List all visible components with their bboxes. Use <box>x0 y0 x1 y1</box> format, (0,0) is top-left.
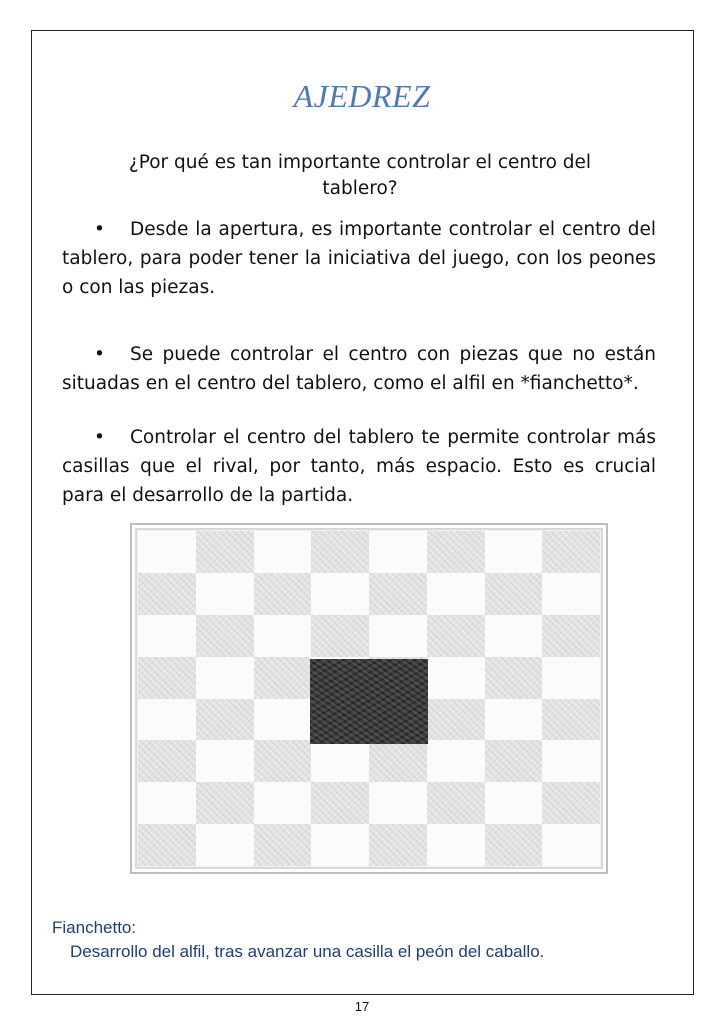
board-square <box>427 699 485 741</box>
board-square <box>138 531 196 573</box>
board-square <box>311 740 369 782</box>
board-square <box>311 782 369 824</box>
board-square <box>542 699 600 741</box>
board-square <box>485 782 543 824</box>
board-square <box>138 573 196 615</box>
board-square <box>254 657 312 699</box>
board-square <box>485 657 543 699</box>
paragraph-text: Controlar el centro del tablero te permite controlar más casillas que el rival, por tanto, más espacio. Esto es crucial para el desarrollo de la partida. <box>62 427 656 506</box>
board-square <box>254 782 312 824</box>
board-square <box>427 531 485 573</box>
board-square <box>369 615 427 657</box>
board-square <box>427 740 485 782</box>
board-square <box>311 531 369 573</box>
board-square <box>485 531 543 573</box>
board-square <box>485 699 543 741</box>
board-square <box>485 615 543 657</box>
board-square <box>542 657 600 699</box>
board-square <box>542 740 600 782</box>
board-square <box>196 615 254 657</box>
board-square <box>369 824 427 866</box>
board-square <box>542 824 600 866</box>
board-square <box>542 573 600 615</box>
board-square <box>138 699 196 741</box>
page-title: AJEDREZ <box>293 78 431 114</box>
board-square <box>311 573 369 615</box>
board-square <box>254 740 312 782</box>
bullet-paragraph-3 <box>62 423 656 510</box>
board-square <box>427 782 485 824</box>
board-square <box>196 699 254 741</box>
board-square <box>542 782 600 824</box>
note-label: Fianchetto: <box>52 918 137 937</box>
board-square <box>427 824 485 866</box>
bullet-icon: • <box>94 344 105 365</box>
board-square <box>196 824 254 866</box>
board-square <box>427 657 485 699</box>
board-square <box>311 824 369 866</box>
paragraph-text: Desde la apertura, es importante controlar el centro del tablero, para poder tener la iniciativa del juego, con los peones o con las piezas. <box>62 219 656 298</box>
board-square <box>196 740 254 782</box>
board-square <box>427 573 485 615</box>
board-square <box>196 573 254 615</box>
note-text: Desarrollo del alfil, tras avanzar una casilla el peón del caballo. <box>70 942 545 961</box>
chessboard-illustration <box>130 523 608 874</box>
board-square <box>485 573 543 615</box>
bullet-paragraph-2 <box>62 340 656 398</box>
board-square <box>138 782 196 824</box>
board-square <box>369 531 427 573</box>
board-square <box>542 615 600 657</box>
board-square <box>369 740 427 782</box>
board-square <box>369 573 427 615</box>
board-square <box>369 782 427 824</box>
board-square <box>138 740 196 782</box>
board-square <box>196 782 254 824</box>
page-number: 17 <box>354 999 370 1014</box>
board-square <box>427 615 485 657</box>
paragraph-text: Se puede controlar el centro con piezas que no están situadas en el centro del tablero, como el alfil en *fianchetto*. <box>62 344 656 394</box>
board-square <box>542 531 600 573</box>
board-square <box>254 531 312 573</box>
board-square <box>138 615 196 657</box>
board-square <box>254 573 312 615</box>
board-square <box>138 657 196 699</box>
board-square <box>138 824 196 866</box>
board-square <box>485 740 543 782</box>
bullet-icon: • <box>94 427 105 448</box>
board-square <box>485 824 543 866</box>
section-question: ¿Por qué es tan importante controlar el centro del tablero? <box>128 152 592 199</box>
board-square <box>196 531 254 573</box>
board-square <box>254 699 312 741</box>
board-center-highlight <box>310 659 428 744</box>
board-square <box>254 824 312 866</box>
board-square <box>311 615 369 657</box>
bullet-paragraph-1 <box>62 215 656 302</box>
bullet-icon: • <box>94 219 105 240</box>
board-square <box>254 615 312 657</box>
board-square <box>196 657 254 699</box>
